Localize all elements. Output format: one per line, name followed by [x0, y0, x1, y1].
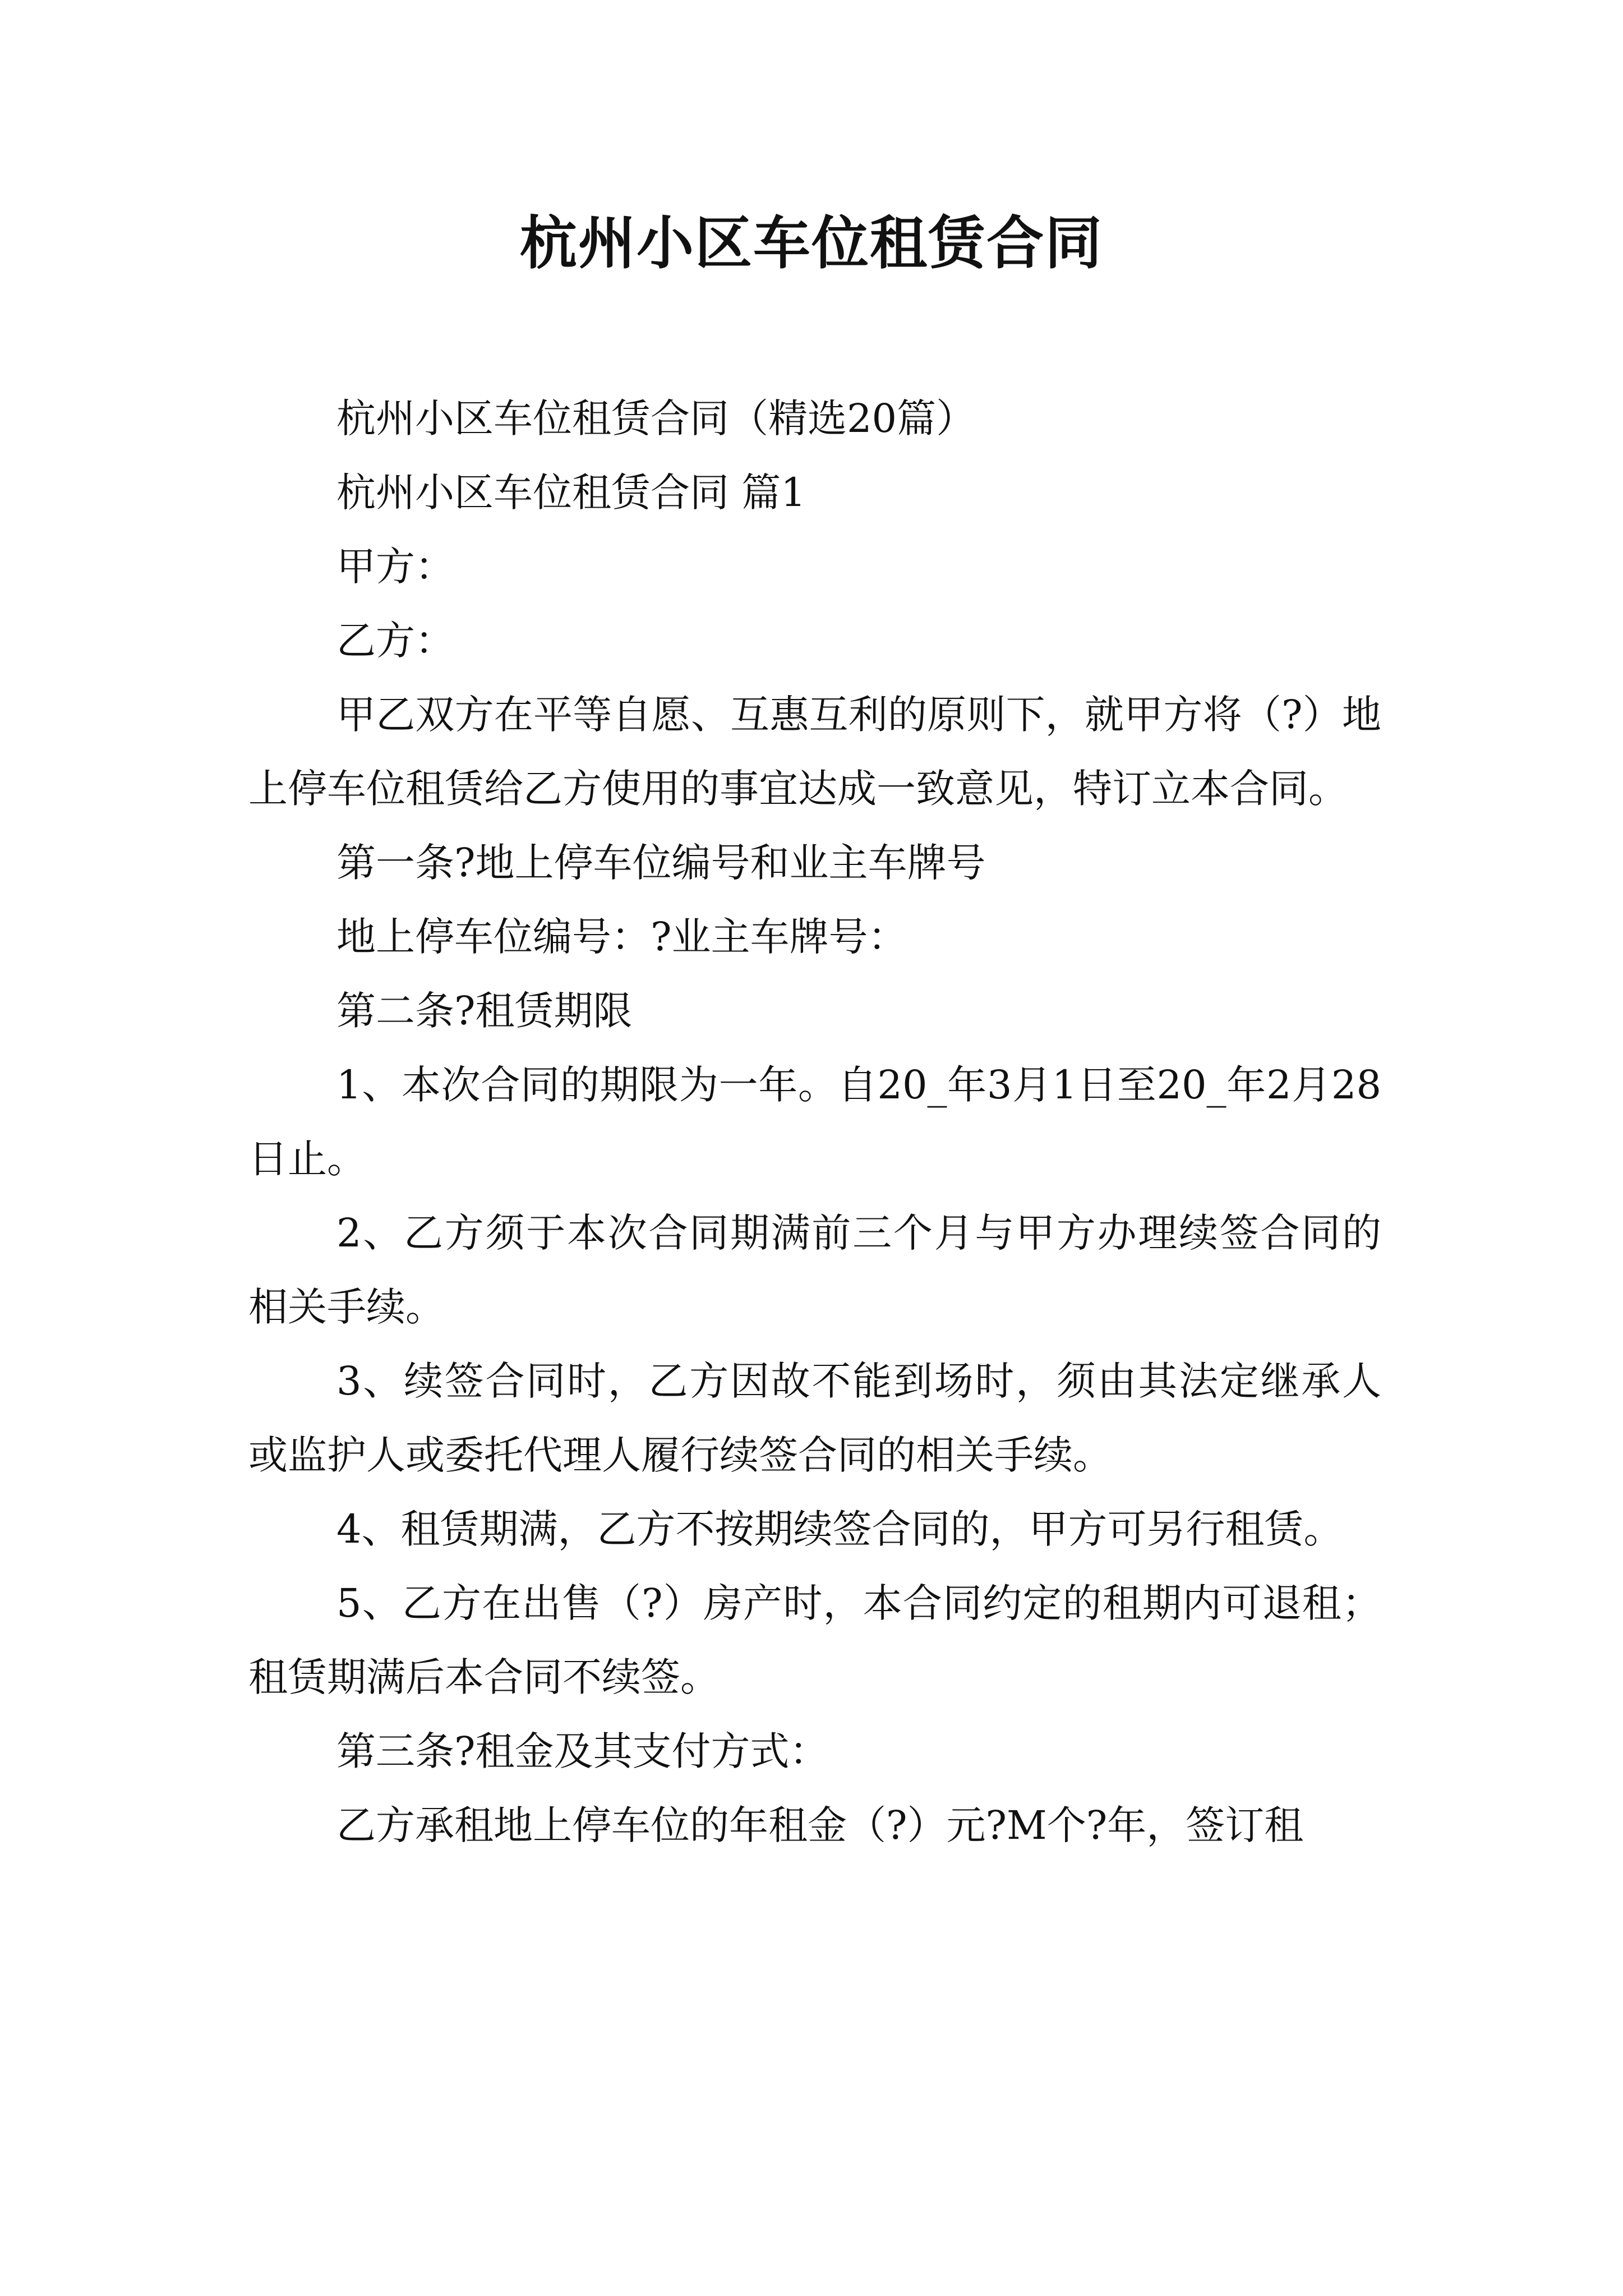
clause-2-4: 4、租赁期满，乙方不按期续签合同的，甲方可另行租赁。: [336, 1506, 1343, 1552]
article-1-content: 地上停车位编号：?业主车牌号：: [336, 914, 907, 960]
section-heading: 杭州小区车位租赁合同 篇1: [336, 470, 806, 516]
preamble-paragraph: 甲乙双方在平等自愿、互惠互利的原则下，就甲方将（?）地上停车位租赁给乙方使用的事宜达成一致意见，特订立本合同。: [248, 692, 1381, 812]
party-a-line: 甲方：: [336, 544, 454, 590]
party-b-line: 乙方：: [336, 618, 454, 664]
article-3-content: 乙方承租地上停车位的年租金（?）元?M个?年，签订租: [336, 1802, 1304, 1848]
clause-2-2: 2、乙方须于本次合同期满前三个月与甲方办理续签合同的相关手续。: [248, 1210, 1381, 1330]
subtitle-paragraph: 杭州小区车位租赁合同（精选20篇）: [336, 395, 976, 441]
clause-2-3: 3、续签合同时，乙方因故不能到场时，须由其法定继承人或监护人或委托代理人履行续签合同的相关手续。: [248, 1358, 1381, 1478]
article-1-heading: 第一条?地上停车位编号和业主车牌号: [336, 840, 986, 886]
article-2-heading: 第二条?租赁期限: [336, 988, 633, 1034]
document-title: 杭州小区车位租赁合同: [520, 210, 1103, 277]
clause-2-1: 1、本次合同的期限为一年。自20_年3月1日至20_年2月28日止。: [248, 1062, 1381, 1182]
clause-2-5: 5、乙方在出售（?）房产时，本合同约定的租期内可退租；租赁期满后本合同不续签。: [248, 1580, 1381, 1700]
article-3-heading: 第三条?租金及其支付方式：: [336, 1728, 829, 1774]
document-body: [248, 381, 1381, 1862]
